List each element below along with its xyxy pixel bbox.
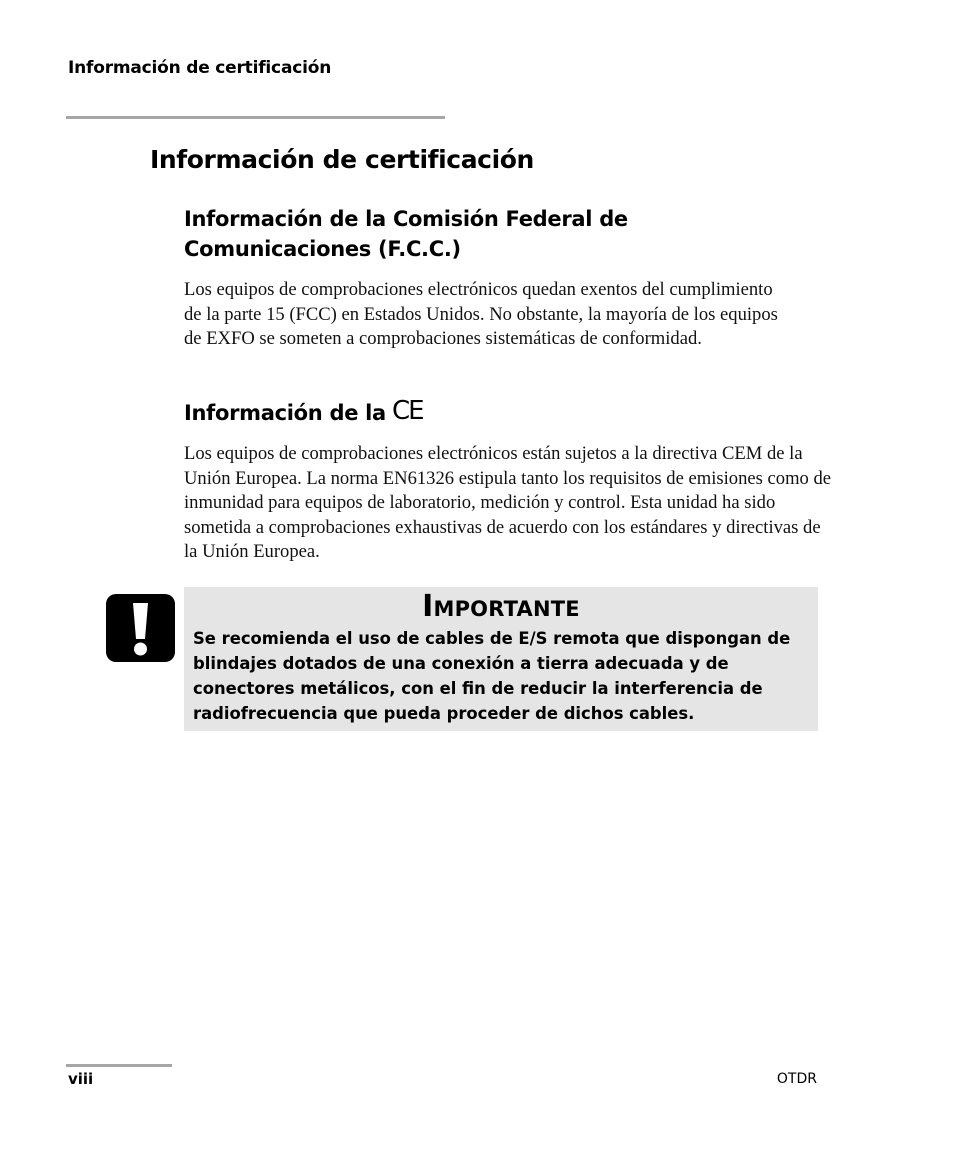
page-number: viii — [68, 1070, 94, 1088]
ce-heading — [184, 398, 423, 428]
running-header: Información de certificación — [68, 58, 332, 78]
ce-paragraph: Los equipos de comprobaciones electrónicos están sujetos a la directiva CEM de la Unión Europea. La norma EN61326 estipula tanto los requisitos de emisiones como de inmunidad para equipos de laboratorio, medición y control. Esta unidad ha sido sometida a comprobaciones exhaustivas de acuerdo con los estándares y directivas de la Unión Europea. — [184, 443, 832, 563]
footer-rule — [66, 1064, 172, 1067]
ce-mark-icon: CE — [391, 396, 423, 426]
important-title: Importante — [422, 589, 580, 624]
ce-heading-label: Información de la — [184, 401, 386, 425]
fcc-paragraph: Los equipos de comprobaciones electrónicos quedan exentos del cumplimiento de la parte 15 (FCC) en Estados Unidos. No obstante, la mayoría de los equipos de EXFO se someten a comprobaciones sistemáticas de conformidad. — [184, 279, 778, 350]
important-text: Se recomienda el uso de cables de E/S remota que dispongan de blindajes dotados de una conexión a tierra adecuada y de conectores metálicos, con el fin de reducir la interferencia de radiofrecuencia que pueda proceder de dichos cables. — [193, 629, 791, 723]
fcc-heading: Información de la Comisión Federal de Comunicaciones (F.C.C.) — [184, 207, 628, 261]
product-name: OTDR — [776, 1071, 817, 1087]
important-box — [184, 587, 818, 731]
exclamation-icon — [106, 594, 175, 662]
header-rule — [66, 116, 445, 119]
section-title: Información de certificación — [150, 145, 534, 174]
